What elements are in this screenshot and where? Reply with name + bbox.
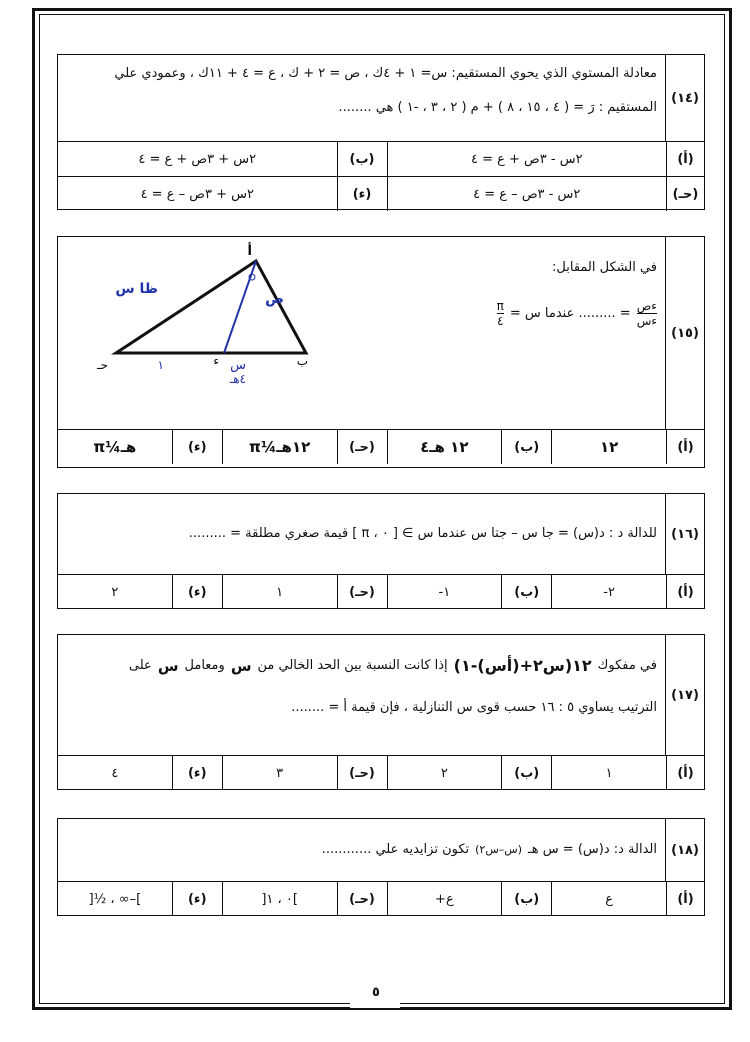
vertex-h-label: حـ [97,358,108,372]
option-text[interactable]: ٢س + ٣ص + ع = ٤ [138,151,257,167]
fraction-numerator: π [496,299,504,313]
question-15 [57,236,705,468]
option-text[interactable]: ٢- [551,575,666,609]
triangle [116,261,306,353]
side-s-label: ص [265,291,284,307]
binomial-expression: (س٢+(أس)-١)١٢ [453,656,592,675]
option-label: (أ) [666,882,704,916]
segment-label: س [230,358,246,373]
question-fragment: إذا كانت النسبة بين الحد الخالي من [257,658,448,673]
question-text [58,635,665,755]
option-text[interactable]: ]–∞ ، ½[ [88,891,142,907]
option-text[interactable]: هـ¼π [93,438,137,456]
option-text[interactable]: ع [551,882,666,916]
question-number: (١٥) [665,237,704,429]
altitude-line [224,261,256,353]
option-label: (ء) [172,575,222,609]
option-label: (حـ) [666,177,704,211]
page-number-tab [350,1000,400,1008]
exponent: (س–س٢) [475,843,522,856]
option-text[interactable]: ٢س + ٣ص – ع = ٤ [140,186,254,202]
option-text[interactable]: ٢س - ٣ص – ع = ٤ [387,177,667,211]
option-text[interactable]: ١٢هـ¼π [222,430,337,464]
fraction-numerator: ءص [636,299,657,313]
option-label: (أ) [666,430,704,464]
option-label: (حـ) [337,430,387,464]
option-label: (ء) [172,882,222,916]
option-label: (ب) [501,430,551,464]
option-label: (أ) [666,142,704,176]
option-label: (حـ) [337,756,387,790]
option-text[interactable]: ١٢ هـ٤ [387,430,502,464]
question-text [58,819,665,881]
pi-fraction [497,299,504,328]
option-label: (أ) [666,756,704,790]
question-intro: في الشكل المقابل: [552,260,657,275]
question-number: (١٦) [665,494,704,574]
option-text[interactable]: ٣ [222,756,337,790]
side-one-label: ١ [157,358,164,372]
question-line: المستقيم : رَ = ( ٤ ، ١٥ ، ٨ ) + م ( ٢ ، ٣ ، -١ ) هي ........ [338,100,657,115]
option-label: (ب) [501,882,551,916]
option-text[interactable]: ٢ [111,584,119,600]
question-17 [57,634,705,790]
derivative-fraction [637,299,657,328]
question-text-main: = ......... عندما س = [509,305,631,321]
variable-s: س [157,657,179,675]
page-number: ٥ [372,985,380,1000]
fraction-denominator: ٤ [497,314,504,328]
option-text[interactable]: ١٢ [551,430,666,464]
option-label: (ب) [337,142,387,176]
question-18 [57,818,705,916]
option-text[interactable]: ٤ [111,765,119,781]
vertex-b-label: ب [296,354,308,368]
vertex-a-label: أ [247,244,252,259]
variable-s: س [230,657,252,675]
question-text [58,55,665,141]
question-14 [57,54,705,210]
option-label: (ء) [172,756,222,790]
question-text: للدالة د : د(س) = جا س – جتا س عندما س ∋ [ ٠ ، π ] قيمة صغري مطلقة = ......... [188,526,657,541]
option-label: (حـ) [337,575,387,609]
question-line: معادلة المستوي الذي يحوي المستقيم: س= ١ + ٤ك ، ص = ٢ + ك ، ع = ٤ + ١١ك ، وعمودي علي [114,66,657,81]
question-16 [57,493,705,609]
side-tan-label: ظا س [115,281,158,297]
question-line: الترتيب يساوي ٥ : ١٦ حسب قوى س التنازلية ، فإن قيمة أ = ........ [291,700,657,715]
question-number: (١٨) [665,819,704,881]
question-fragment: الدالة د: د(س) = س هـ [528,842,657,857]
option-text[interactable]: ]٠ ، ١[ [222,882,337,916]
option-text[interactable]: ١ [551,756,666,790]
option-text[interactable]: ١- [387,575,502,609]
vertex-d-label: ء [213,354,219,368]
option-label: (ء) [172,430,222,464]
option-label: (حـ) [337,882,387,916]
question-text [58,237,665,429]
segment-sub-label: ٤هـ [229,372,246,386]
option-label: (ء) [337,177,387,211]
option-text[interactable]: ع+ [387,882,502,916]
option-label: (أ) [666,575,704,609]
option-text[interactable]: ٢س - ٣ص + ع = ٤ [387,142,667,176]
question-fragment: تكون تزايديه علي ............ [321,842,470,857]
triangle-figure [66,237,366,397]
option-label: (ب) [501,575,551,609]
fraction-denominator: ءس [636,314,657,328]
option-text[interactable]: ١ [222,575,337,609]
question-number: (١٧) [665,635,704,755]
question-number: (١٤) [665,55,704,141]
question-fragment: على [128,658,152,673]
question-fragment: ومعامل [184,658,225,673]
option-label: (ب) [501,756,551,790]
question-fragment: في مفكوك [597,658,657,673]
option-text[interactable]: ٢ [387,756,502,790]
